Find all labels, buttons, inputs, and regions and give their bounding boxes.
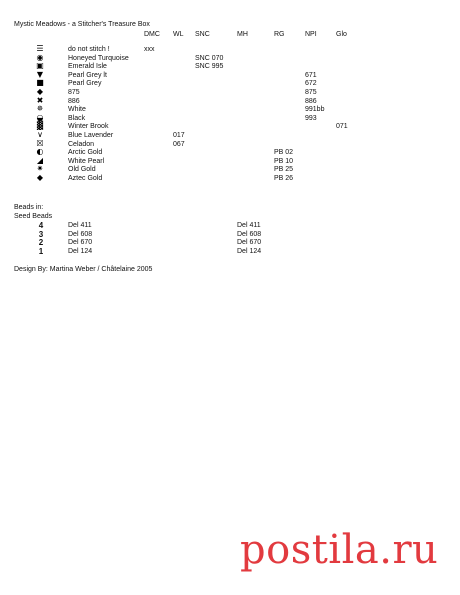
bead-row — [0, 248, 460, 257]
thread-name: Emerald Isle — [68, 63, 107, 71]
thread-name: Aztec Gold — [68, 175, 103, 182]
thread-code-rg: PB 25 — [274, 166, 294, 174]
bead-code-mh: Del 670 — [237, 239, 262, 247]
thread-code-npi: 875 — [305, 89, 317, 96]
thread-name: Pearl Grey lt — [68, 71, 107, 79]
watermark-logo: postila.ru — [240, 527, 439, 573]
stitch-symbol-icon: ▼ — [36, 69, 44, 79]
thread-code-wl: 017 — [173, 132, 185, 139]
stitch-symbol-icon: ◢ — [36, 155, 44, 165]
bead-name: Del 608 — [68, 230, 93, 238]
stitch-symbol-icon: ◒ — [36, 112, 44, 122]
thread-name: do not stitch ! — [68, 46, 110, 53]
beads-heading: Beads in: — [14, 204, 44, 211]
stitch-symbol-icon: ◐ — [36, 147, 44, 157]
thread-name: Celadon — [68, 140, 95, 148]
thread-code-npi: 886 — [305, 97, 317, 105]
thread-name: Blue Lavender — [68, 132, 114, 139]
thread-name: White — [68, 106, 86, 114]
thread-name: Winter Brook — [68, 123, 109, 131]
thread-code-npi: 993 — [305, 114, 317, 122]
stitch-symbol-icon: ✷ — [36, 164, 44, 174]
bead-name: Del 124 — [68, 247, 93, 255]
bead-name: Del 670 — [68, 239, 93, 247]
stitch-symbol-icon: ✵ — [36, 104, 44, 114]
page-title: Mystic Meadows - a Stitcher's Treasure Box — [14, 21, 150, 28]
thread-name: Pearl Grey — [68, 80, 102, 88]
bead-code-mh: Del 411 — [237, 222, 261, 229]
column-header-rg: RG — [274, 31, 285, 38]
beads-subheading: Seed Beads — [14, 213, 53, 220]
bead-symbol: 1 — [38, 246, 44, 256]
stitch-symbol-icon: ▣ — [36, 61, 44, 71]
thread-code-rg: PB 10 — [274, 157, 294, 165]
column-header-mh: MH — [237, 31, 248, 38]
thread-name: Black — [68, 114, 86, 122]
thread-row — [0, 175, 460, 184]
thread-name: White Pearl — [68, 157, 105, 165]
stitch-symbol-icon: ∨ — [37, 130, 43, 139]
bead-name: Del 411 — [68, 222, 92, 229]
thread-code-npi: 671 — [305, 71, 317, 79]
stitch-symbol-icon: ◆ — [36, 173, 44, 182]
thread-name: Honeyed Turquoise — [68, 54, 129, 62]
thread-name: 886 — [68, 97, 80, 105]
thread-code-npi: 991bb — [305, 106, 325, 114]
column-header-npi: NPI — [305, 31, 317, 38]
stitch-symbol-icon: ▓ — [36, 121, 44, 131]
stitch-symbol-icon: ◆ — [36, 87, 44, 96]
stitch-symbol-icon: ■ — [36, 78, 44, 88]
thread-code-glo: 071 — [336, 123, 348, 131]
thread-code-npi: 672 — [305, 80, 317, 88]
thread-name: Old Gold — [68, 166, 96, 174]
thread-code-rg: PB 26 — [274, 175, 294, 182]
column-header-dmc: DMC — [144, 31, 160, 38]
bead-symbol: 3 — [38, 229, 44, 239]
bead-symbol: 2 — [38, 238, 44, 248]
thread-code-wl: 067 — [173, 140, 185, 148]
column-header-glo: Glo — [336, 31, 347, 38]
column-header-snc: SNC — [195, 31, 210, 38]
thread-code-snc: SNC 995 — [195, 63, 224, 71]
thread-code-dmc: xxx — [144, 46, 155, 53]
bead-code-mh: Del 608 — [237, 230, 262, 238]
column-header-wl: WL — [173, 31, 184, 38]
stitch-symbol-icon: ◉ — [36, 52, 44, 62]
thread-code-snc: SNC 070 — [195, 54, 224, 62]
bead-code-mh: Del 124 — [237, 247, 262, 255]
bead-symbol: 4 — [38, 221, 44, 230]
thread-name: Arctic Gold — [68, 149, 103, 157]
designer-credit: Design By: Martina Weber / Châtelaine 2005 — [14, 266, 153, 273]
stitch-symbol-icon: ☰ — [36, 44, 44, 53]
stitch-symbol-icon: ☒ — [36, 138, 44, 148]
stitch-symbol-icon: ✖ — [36, 95, 44, 105]
thread-code-rg: PB 02 — [274, 149, 294, 157]
thread-name: 875 — [68, 89, 80, 96]
